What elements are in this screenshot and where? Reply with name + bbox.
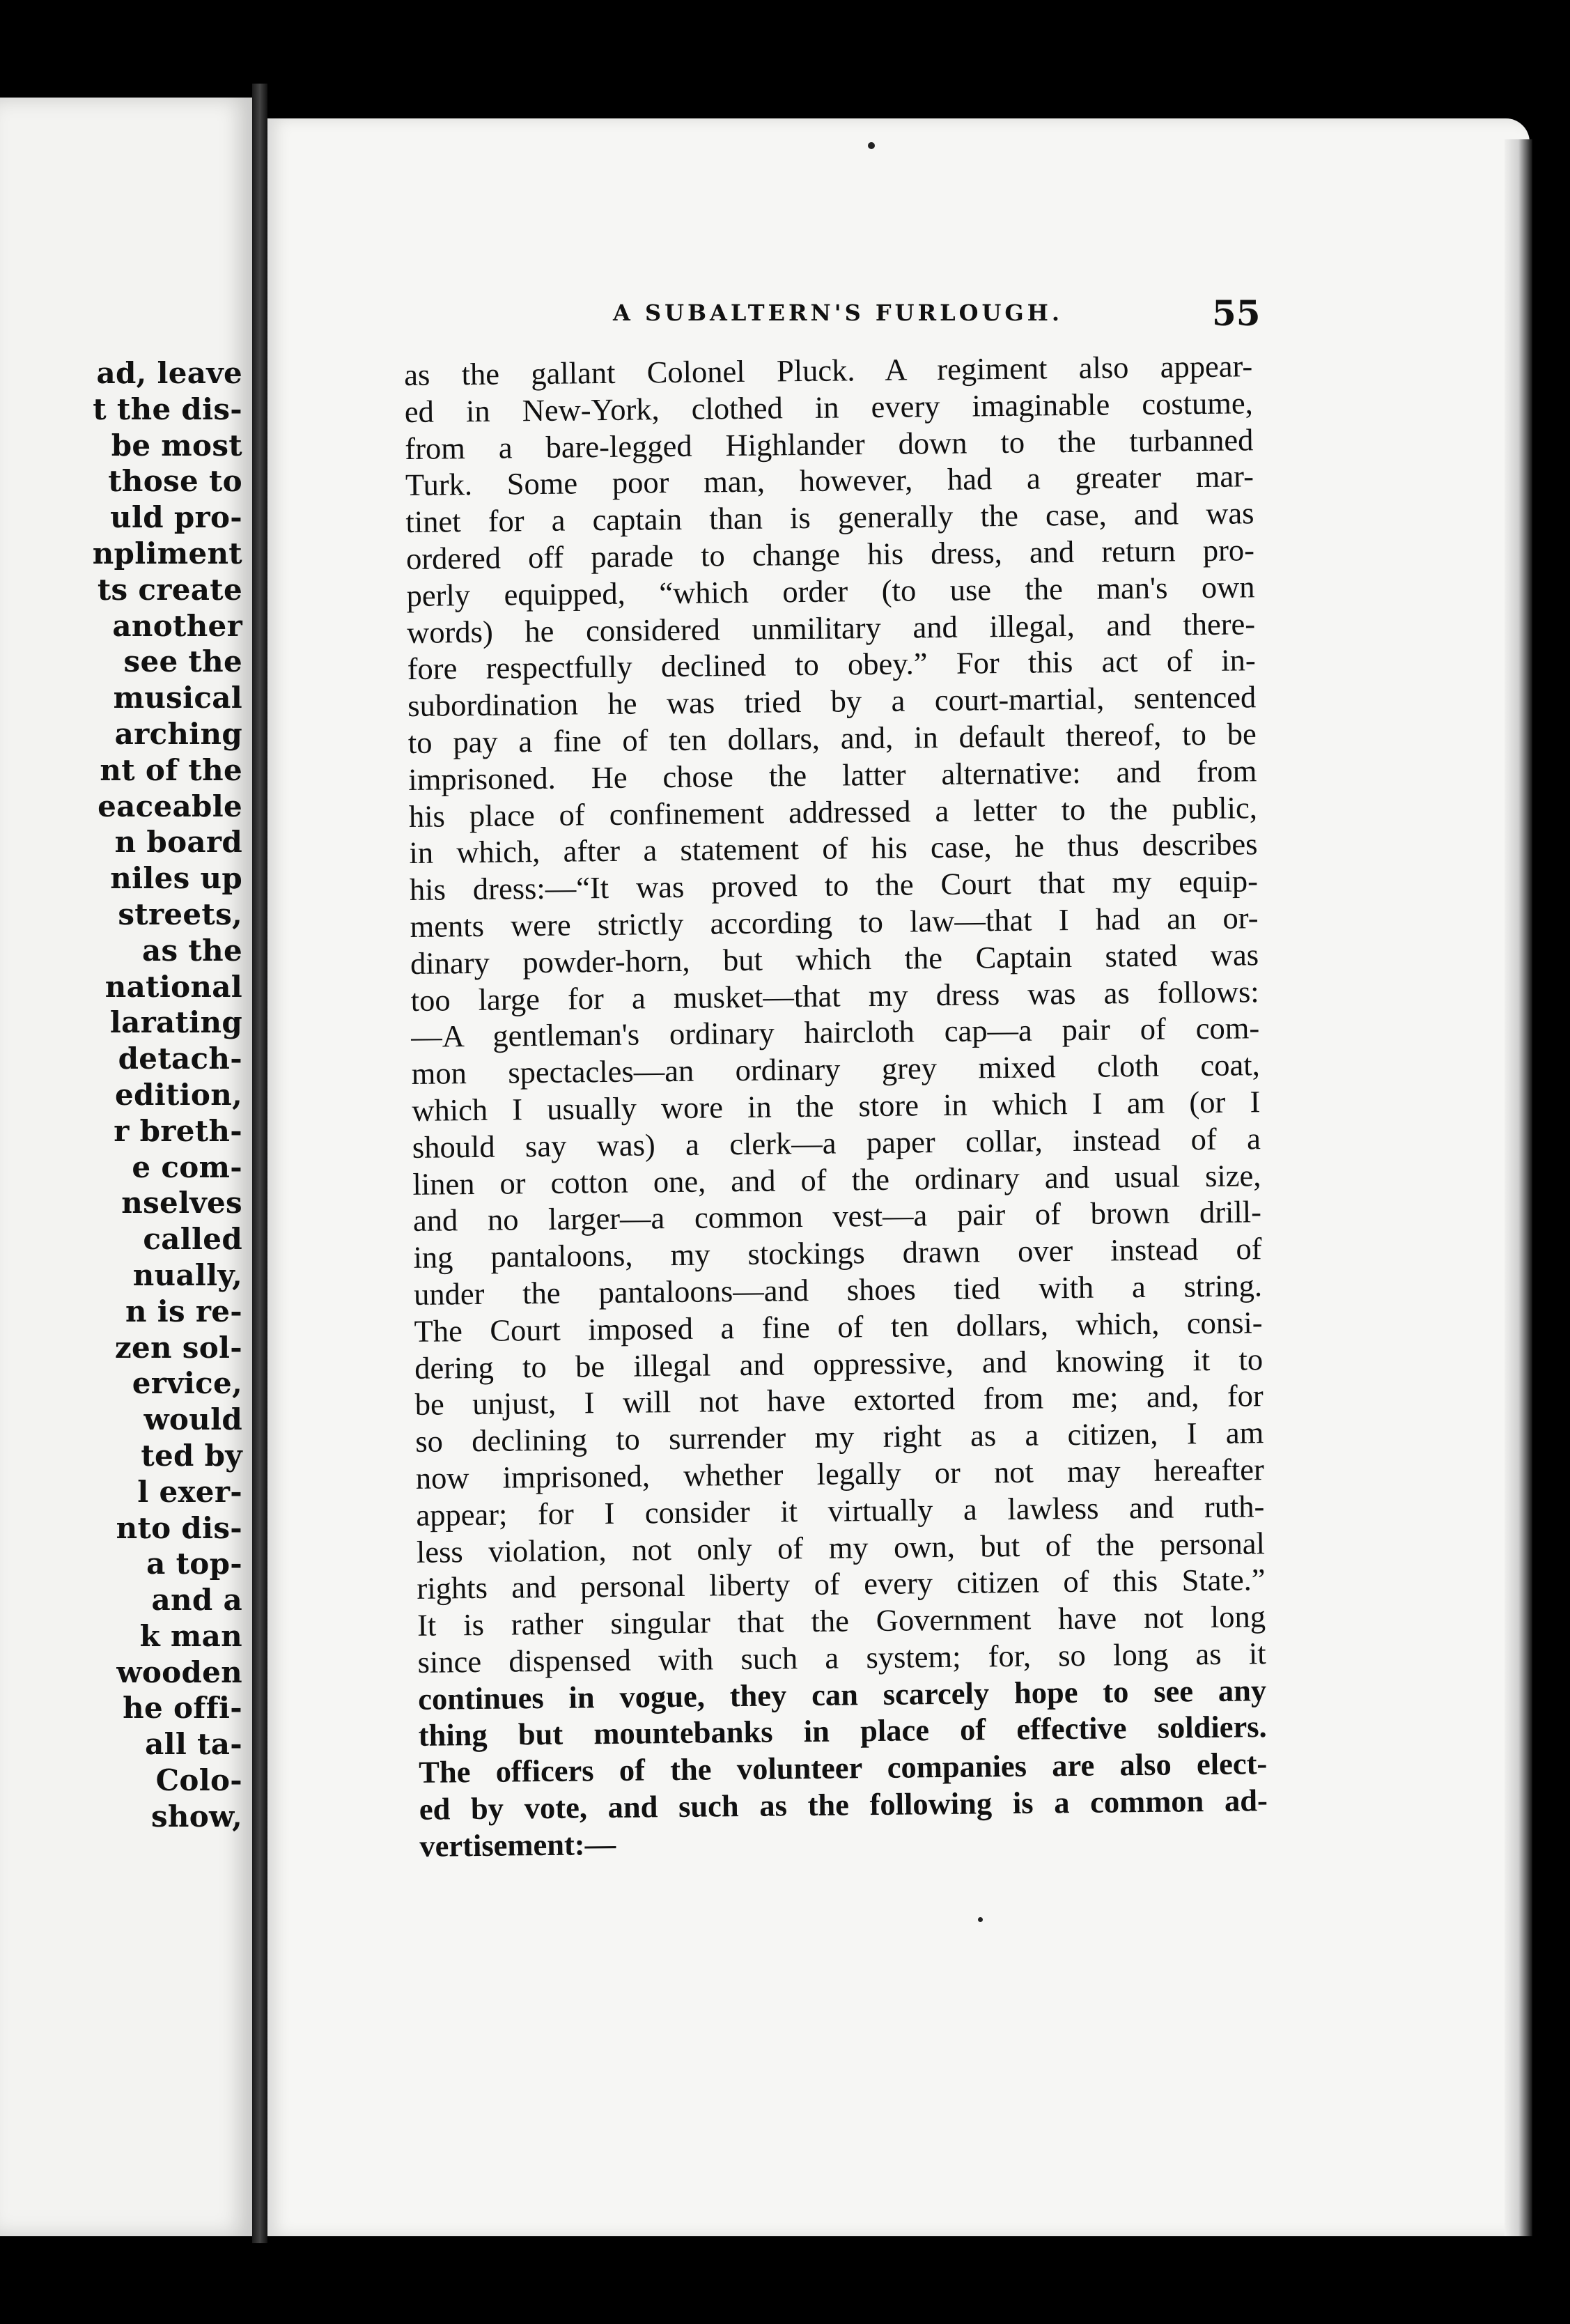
book-gutter	[252, 84, 267, 2243]
text-line: less violation, not only of my own, but of the personal	[416, 1525, 1266, 1570]
previous-page-line: musical	[113, 681, 242, 715]
previous-page-line: see the	[123, 644, 242, 679]
text-line: imprisoned. He chose the latter alternative: and from	[408, 752, 1257, 797]
text-line: mon spectacles—an ordinary grey mixed cloth coat,	[411, 1047, 1260, 1092]
previous-page-line: ad, leave	[96, 356, 242, 390]
text-line: and no larger—a common vest—a pair of brown drill-	[412, 1194, 1262, 1239]
text-line: his place of confinement addressed a letter to the public,	[408, 789, 1258, 834]
previous-page-line: detach-	[118, 1041, 242, 1076]
previous-page-line: eaceable	[98, 789, 242, 823]
previous-page-line: national	[104, 969, 242, 1004]
previous-page-line: nto dis-	[116, 1510, 242, 1545]
previous-page-line: show,	[150, 1799, 242, 1834]
text-line: subordination he was tried by a court-martial, sentenced	[407, 679, 1257, 724]
text-line: be unjust, I will not have extorted from me; and, for	[414, 1378, 1264, 1423]
text-line: ordered off parade to change his dress, and return pro-	[405, 532, 1255, 576]
previous-page-line: niles up	[110, 861, 242, 896]
text-line: dering to be illegal and oppressive, and knowing it to	[414, 1341, 1264, 1386]
text-line: his dress:—“It was proved to the Court that my equip-	[409, 863, 1259, 908]
text-line: vertisement:—	[419, 1826, 616, 1864]
text-line: continues in vogue, they can scarcely hope to see any	[417, 1672, 1267, 1717]
page-body-text	[404, 348, 1268, 1864]
text-line: linen or cotton one, and of the ordinary and usual size,	[412, 1157, 1261, 1202]
previous-page-line: uld pro-	[110, 500, 242, 535]
running-head: A SUBALTERN'S FURLOUGH.	[613, 300, 1064, 326]
text-line: rights and personal liberty of every citizen of this State.”	[417, 1562, 1266, 1606]
previous-page-text	[6, 355, 242, 1835]
previous-page-line: nselves	[121, 1186, 242, 1221]
text-line: fore respectfully declined to obey.” For this act of in-	[407, 642, 1256, 687]
previous-page-line: k man	[139, 1618, 242, 1653]
previous-page-line: arching	[114, 716, 242, 751]
text-line: should say was) a clerk—a paper collar, instead of a	[412, 1120, 1261, 1165]
text-line: which I usually wore in the store in which I am (or I	[412, 1084, 1261, 1128]
previous-page-line: all ta-	[145, 1727, 242, 1762]
text-line: since dispensed with such a system; for, so long as it	[417, 1636, 1266, 1680]
text-line: Turk. Some poor man, however, had a greater mar-	[405, 458, 1254, 503]
previous-page-line: r breth-	[114, 1113, 242, 1148]
text-line: ments were strictly according to law—that I had an or-	[410, 900, 1259, 944]
previous-page-line: npliment	[92, 536, 242, 571]
text-line: now imprisoned, whether legally or not may hereafter	[415, 1452, 1265, 1496]
text-line: ed in New-York, clothed in every imaginable costume,	[404, 385, 1254, 429]
text-line: to pay a fine of ten dollars, and, in default thereof, to be	[407, 716, 1257, 760]
previous-page-line: he offi-	[123, 1691, 242, 1726]
previous-page-line: Colo-	[155, 1763, 242, 1798]
previous-page-line: n is re-	[125, 1294, 242, 1328]
text-line: too large for a musket—that my dress was as follows:	[410, 973, 1259, 1018]
previous-page-line: would	[143, 1402, 242, 1437]
text-line: under the pantaloons—and shoes tied with a string.	[413, 1268, 1263, 1312]
previous-page-line: n board	[114, 825, 242, 860]
previous-page-line: zen sol-	[114, 1330, 242, 1365]
page-number: 55	[1212, 293, 1261, 334]
text-line: —A gentleman's ordinary haircloth cap—a pair of com-	[410, 1010, 1260, 1055]
previous-page-line: nually,	[132, 1257, 242, 1292]
previous-page-line: larating	[109, 1005, 242, 1040]
previous-page-line: streets,	[118, 897, 242, 931]
text-line: The Court imposed a fine of ten dollars, which, consi-	[414, 1304, 1263, 1349]
scan-speck	[868, 142, 875, 149]
previous-page-line: as the	[142, 933, 242, 968]
previous-page-line: called	[143, 1222, 242, 1257]
text-line: from a bare-legged Highlander down to the turbanned	[405, 421, 1254, 466]
previous-page-line: edition,	[115, 1077, 242, 1112]
text-line: ing pantaloons, my stockings drawn over instead of	[413, 1231, 1262, 1276]
previous-page-fragment	[0, 98, 254, 2236]
previous-page-line: wooden	[116, 1655, 242, 1689]
text-line: in which, after a statement of his case, he thus describes	[409, 826, 1258, 871]
text-line: words) he considered unmilitary and illegal, and there-	[406, 605, 1256, 650]
previous-page-line: a top-	[146, 1547, 242, 1581]
scan-speck	[978, 1917, 983, 1922]
text-line: dinary powder-horn, but which the Captain stated was	[410, 936, 1259, 981]
previous-page-line: ted by	[141, 1438, 242, 1473]
text-line: perly equipped, “which order (to use the man's own	[406, 569, 1255, 613]
text-line: ed by vote, and such as the following is a common ad-	[419, 1783, 1268, 1827]
previous-page-line: ervice,	[132, 1366, 242, 1401]
previous-page-line: and a	[151, 1583, 242, 1618]
text-line: It is rather singular that the Government have not long	[417, 1599, 1266, 1643]
text-line: appear; for I consider it virtually a lawless and ruth-	[416, 1488, 1265, 1533]
previous-page-line: another	[112, 608, 242, 643]
previous-page-line: l exer-	[137, 1474, 242, 1509]
text-line: thing but mountebanks in place of effective soldiers.	[418, 1709, 1267, 1753]
text-line: tinet for a captain than is generally the case, and was	[405, 495, 1254, 540]
previous-page-line: nt of the	[100, 752, 242, 787]
text-line: The officers of the volunteer companies are also elect-	[419, 1746, 1268, 1790]
text-line: as the gallant Colonel Pluck. A regiment also appear-	[404, 348, 1253, 392]
previous-page-line: those to	[108, 464, 242, 499]
text-line: so declining to surrender my right as a citizen, I am	[415, 1415, 1264, 1459]
previous-page-line: e com-	[132, 1149, 242, 1184]
previous-page-line: ts create	[97, 572, 242, 607]
page-edge-shadow	[1505, 139, 1532, 2236]
previous-page-line: be most	[111, 428, 242, 463]
previous-page-line: t the dis-	[93, 392, 242, 426]
